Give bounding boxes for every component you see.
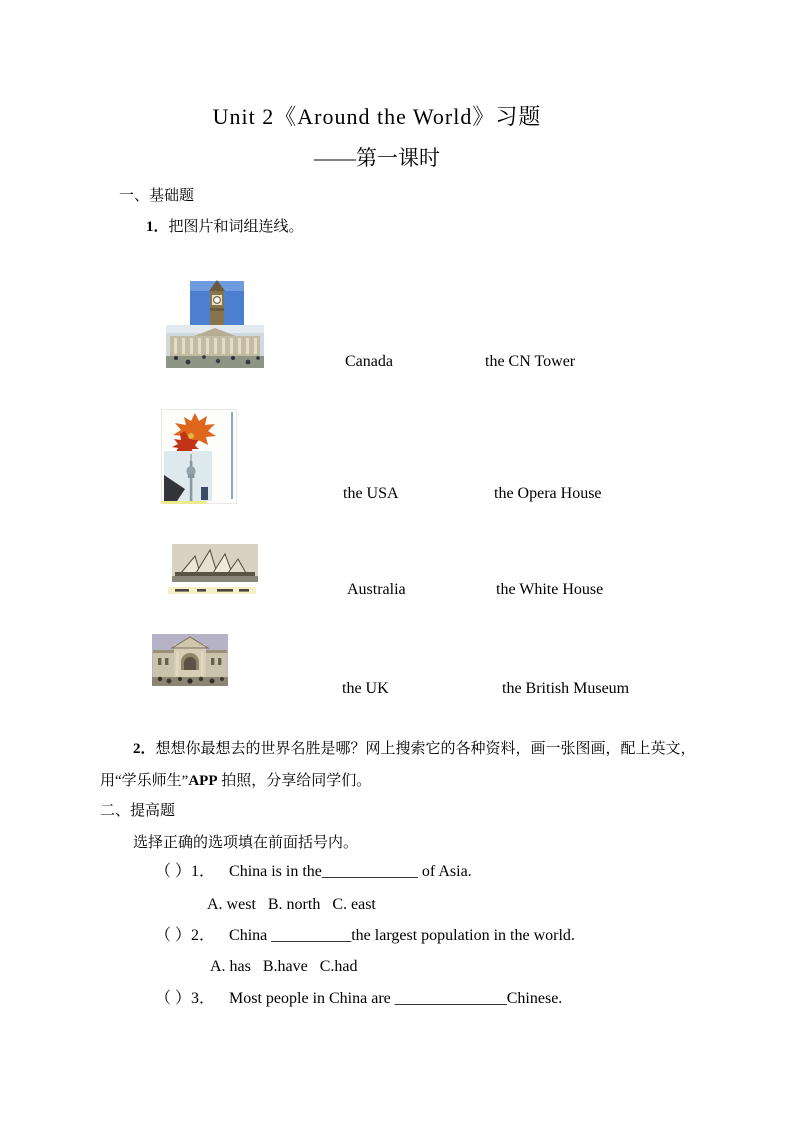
match-country-australia: Australia — [347, 581, 406, 598]
question-2-bracket: （ ）2． — [155, 927, 216, 944]
photo-sydney-opera-house — [167, 543, 258, 595]
task-1-label — [146, 217, 304, 237]
task-2-app-label: APP — [188, 773, 218, 789]
question-2 — [155, 926, 575, 947]
task-1-text: 把图片和词组连线。 — [168, 219, 304, 235]
task-2-line-1 — [133, 739, 713, 759]
page-subtitle: ——第一课时 — [314, 146, 440, 170]
question-1-options: A. west B. north C. east — [207, 896, 376, 913]
match-country-canada: Canada — [345, 353, 393, 370]
photo-big-ben-and-british-museum — [166, 278, 264, 368]
classical-museum-building-image — [152, 634, 228, 686]
task-1-number: 1． — [146, 219, 169, 235]
sydney-opera-house-image — [167, 543, 258, 595]
match-country-usa: the USA — [343, 485, 399, 502]
match-landmark-british-museum: the British Museum — [502, 680, 630, 697]
big-ben-british-museum-image — [166, 278, 264, 368]
maple-leaf-cn-tower-image — [161, 409, 237, 504]
question-1-bracket: （ ）1． — [155, 863, 216, 880]
match-landmark-opera-house: the Opera House — [494, 485, 602, 502]
match-country-uk: the UK — [342, 680, 389, 697]
task-2-text-line-2-post: 拍照，分享给同学们。 — [217, 773, 372, 789]
question-1-text: China is in the____________ of Asia. — [229, 863, 472, 880]
section-1-heading: 一、基础题 — [119, 188, 195, 204]
match-landmark-white-house: the White House — [496, 581, 604, 598]
photo-classical-museum-building — [152, 634, 228, 686]
photo-maple-leaf-and-cn-tower — [161, 409, 237, 504]
question-2-options: A. has B.have C.had — [210, 958, 358, 975]
section-2-heading: 二、提高题 — [100, 803, 176, 819]
page-title: Unit 2《Around the World》习题 — [212, 104, 542, 129]
task-2-line-2 — [100, 771, 720, 791]
section-2-instruction: 选择正确的选项填在前面括号内。 — [133, 835, 359, 851]
question-1 — [155, 862, 472, 883]
task-2-text-line-1: 想想你最想去的世界名胜是哪？网上搜索它的各种资料，画一张图画，配上英文， — [155, 741, 696, 757]
task-2-text-line-2-pre: 用“学乐师生” — [100, 773, 189, 789]
question-2-text: China __________the largest population in the world. — [229, 927, 575, 944]
task-2-number: 2． — [133, 741, 156, 757]
question-3-text: Most people in China are ______________Chinese. — [229, 990, 563, 1007]
match-landmark-cn-tower: the CN Tower — [485, 353, 576, 370]
question-3-bracket: （ ）3． — [155, 990, 216, 1007]
question-3 — [155, 989, 562, 1010]
